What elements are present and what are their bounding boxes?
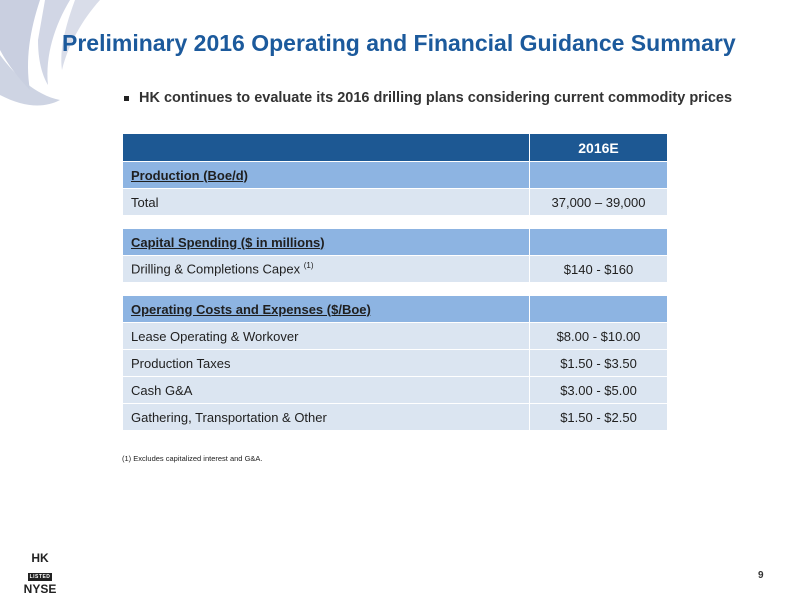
table-header-row	[123, 134, 668, 162]
bullet-point	[124, 90, 732, 106]
exchange-name: NYSE	[23, 582, 57, 596]
section-header-production: Production (Boe/d)	[123, 162, 530, 189]
section-capital	[123, 229, 668, 256]
row-value: $3.00 - $5.00	[530, 377, 668, 404]
row-value: $8.00 - $10.00	[530, 323, 668, 350]
row-label: Production Taxes	[123, 350, 530, 377]
row-label: Total	[123, 189, 530, 216]
row-label: Cash G&A	[123, 377, 530, 404]
section-value-blank	[530, 229, 668, 256]
section-header-costs: Operating Costs and Expenses ($/Boe)	[123, 296, 530, 323]
row-label: Gathering, Transportation & Other	[123, 404, 530, 431]
bullet-square-icon	[124, 96, 129, 101]
section-production	[123, 162, 668, 189]
section-value-blank	[530, 296, 668, 323]
footnote: (1) Excludes capitalized interest and G&A.	[122, 454, 263, 463]
table-row	[123, 377, 668, 404]
exchange-ticker: HK	[31, 551, 49, 565]
section-value-blank	[530, 162, 668, 189]
row-label: Lease Operating & Workover	[123, 323, 530, 350]
table-row	[123, 350, 668, 377]
guidance-table	[122, 133, 668, 431]
row-label: Drilling & Completions Capex $^{(1)}$	[123, 256, 530, 283]
row-value: 37,000 – 39,000	[530, 189, 668, 216]
bullet-text: HK continues to evaluate its 2016 drilling plans considering current commodity prices	[139, 90, 733, 106]
exchange-listed-badge: LISTED	[29, 574, 51, 580]
table-row	[123, 323, 668, 350]
spacer-row	[123, 216, 668, 229]
spacer-row	[123, 283, 668, 296]
section-header-capital: Capital Spending ($ in millions)	[123, 229, 530, 256]
table-row	[123, 256, 668, 283]
row-value: $1.50 - $3.50	[530, 350, 668, 377]
nyse-listed-logo	[22, 552, 58, 596]
header-blank-cell	[123, 134, 530, 162]
table-row	[123, 404, 668, 431]
page-title: Preliminary 2016 Operating and Financial Guidance Summary	[62, 30, 736, 56]
table-row	[123, 189, 668, 216]
footnote-ref: (1)	[303, 261, 314, 271]
row-value: $1.50 - $2.50	[530, 404, 668, 431]
column-header-2016e: 2016E	[530, 134, 668, 162]
page-number: 9	[758, 570, 764, 581]
section-costs	[123, 296, 668, 323]
row-value: $140 - $160	[530, 256, 668, 283]
hawk-wing-logo	[0, 0, 130, 115]
